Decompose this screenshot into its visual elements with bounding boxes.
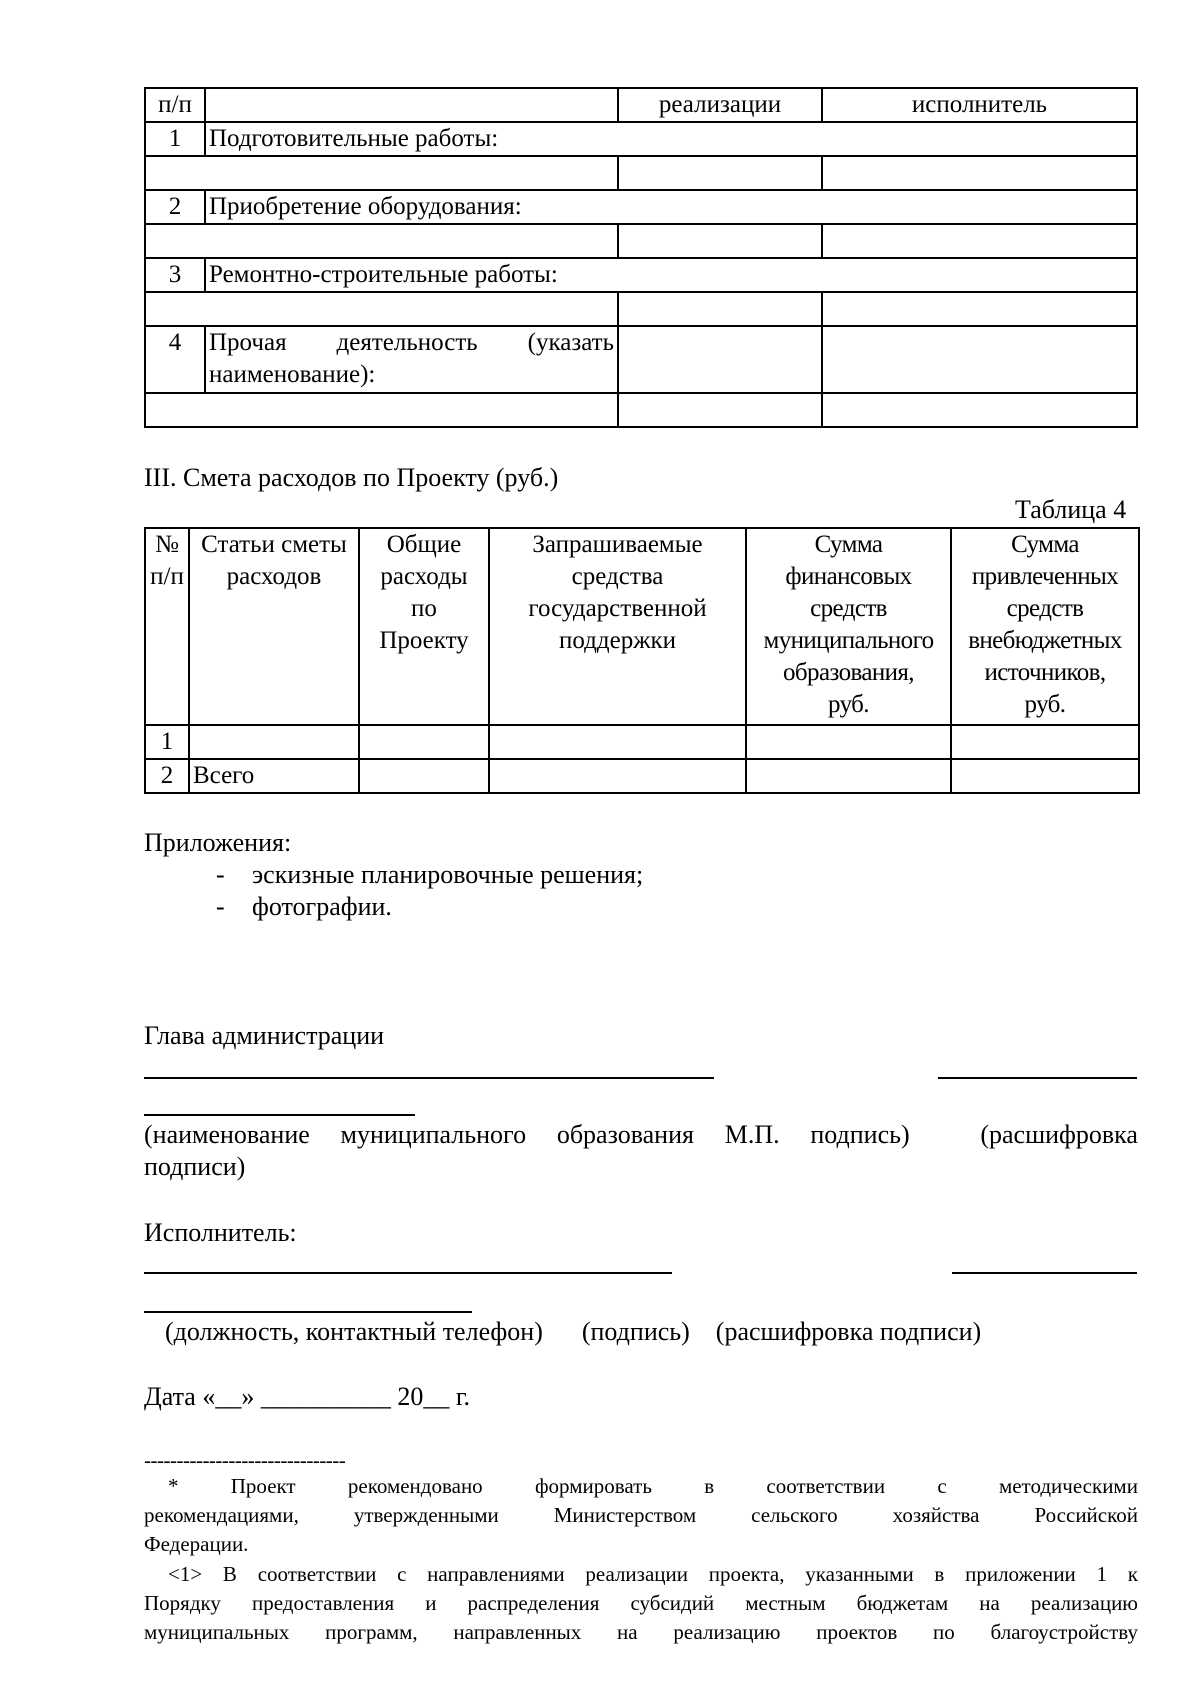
footnote-word: с	[937, 1474, 947, 1498]
footnote-star-line3: Федерации.	[144, 1532, 249, 1556]
row-label-line: наименование):	[209, 361, 376, 388]
empty-cell	[618, 393, 822, 427]
footnote-word: Российской	[1034, 1503, 1138, 1527]
bullet: -	[216, 860, 225, 889]
header-line: финансовых	[785, 563, 912, 590]
footnote-word: рекомендациями,	[144, 1503, 299, 1527]
header-cell	[189, 528, 359, 725]
header-line: п/п	[150, 563, 184, 590]
footnote-star-line	[144, 1501, 1138, 1530]
empty-cell	[822, 326, 1137, 393]
table-caption: Таблица 4	[1015, 495, 1127, 524]
header-cell	[746, 528, 951, 725]
header-line: Статьи сметы	[201, 531, 347, 558]
footnote-word: Министерством	[553, 1503, 697, 1527]
attachment-item: эскизные планировочные решения;	[252, 860, 644, 889]
header-line: Проекту	[379, 627, 469, 654]
header-cell	[359, 528, 489, 725]
header-cell	[951, 528, 1139, 725]
header-line: руб.	[1024, 691, 1066, 718]
empty-cell	[359, 725, 489, 759]
header-line: руб.	[828, 691, 869, 718]
header-line: расходы	[380, 563, 468, 590]
bullet: -	[216, 892, 225, 921]
header-line: привлеченных	[971, 563, 1119, 590]
empty-cell	[822, 224, 1137, 258]
footnote-word: соответствии	[766, 1474, 886, 1498]
header-line: по	[411, 595, 437, 622]
header-line: средств	[810, 595, 887, 622]
empty-cell	[951, 725, 1139, 759]
header-cell: п/п	[145, 88, 205, 122]
activities-table	[144, 87, 1138, 428]
signature-line	[144, 1077, 714, 1079]
header-cell	[205, 88, 618, 122]
header-line: государственной	[528, 595, 707, 622]
signature-line	[952, 1272, 1137, 1274]
empty-cell	[145, 292, 618, 326]
empty-cell	[145, 224, 618, 258]
header-line: Сумма	[814, 531, 883, 558]
row-number: 4	[145, 326, 205, 393]
empty-cell	[145, 156, 618, 190]
empty-cell	[489, 725, 746, 759]
caption-word: образования	[556, 1120, 694, 1149]
empty-cell	[489, 759, 746, 793]
caption-word: (расшифровка	[980, 1120, 1138, 1149]
row-label: Ремонтно-строительные работы:	[205, 258, 1137, 292]
caption-word: муниципального	[340, 1120, 527, 1149]
empty-cell	[822, 156, 1137, 190]
footnote-word: утвержденными	[353, 1503, 499, 1527]
footnote-note1-line: <1> В соответствии с направлениями реализации проекта, указанными в приложении 1 к	[168, 1562, 1138, 1586]
footnote-word: хозяйства	[892, 1503, 980, 1527]
row-label: Подготовительные работы:	[205, 122, 1137, 156]
empty-cell	[359, 759, 489, 793]
footnote-note1-line: Порядку предоставления и распределения субсидий местным бюджетам на реализацию	[144, 1591, 1138, 1615]
head-of-admin-caption-line2: подписи)	[144, 1152, 246, 1181]
header-line: Общие	[386, 531, 462, 558]
footnote-word: Проект	[230, 1474, 296, 1498]
empty-cell	[951, 759, 1139, 793]
header-line: муниципального	[763, 627, 934, 654]
header-line: поддержки	[559, 627, 676, 654]
empty-cell	[822, 292, 1137, 326]
footnote-word: формировать	[534, 1474, 652, 1498]
header-line: внебюджетных	[968, 627, 1122, 654]
footnote-word: *	[168, 1474, 179, 1498]
footnote-word: сельского	[751, 1503, 838, 1527]
header-line: расходов	[226, 563, 322, 590]
footnote-word: рекомендовано	[347, 1474, 483, 1498]
budget-table	[144, 527, 1140, 794]
empty-cell	[618, 156, 822, 190]
header-cell: исполнитель	[822, 88, 1137, 122]
row-label	[205, 326, 618, 393]
empty-cell	[145, 393, 618, 427]
row-number: 2	[145, 190, 205, 224]
empty-cell	[746, 725, 951, 759]
head-of-admin-caption	[144, 1119, 1138, 1151]
header-line: средства	[571, 563, 664, 590]
row-number: 1	[145, 122, 205, 156]
caption-word: М.П.	[724, 1120, 780, 1149]
footnote-note1-line: муниципальных программ, направленных на реализацию проектов по благоустройству	[144, 1620, 1138, 1644]
empty-cell	[746, 759, 951, 793]
attachments-title: Приложения:	[144, 828, 292, 857]
footnote-separator: -------------------------------	[144, 1448, 346, 1472]
row-number: 3	[145, 258, 205, 292]
empty-cell	[618, 224, 822, 258]
signature-line	[144, 1114, 415, 1116]
row-label: Приобретение оборудования:	[205, 190, 1137, 224]
executor-title: Исполнитель:	[144, 1218, 297, 1247]
header-line: средств	[1006, 595, 1084, 622]
signature-line	[938, 1077, 1137, 1079]
row-number: 2	[145, 759, 189, 793]
header-line: Сумма	[1011, 531, 1079, 558]
header-line: №	[155, 531, 179, 558]
empty-cell	[618, 326, 822, 393]
header-cell: реализации	[618, 88, 822, 122]
caption-word: (наименование	[144, 1120, 310, 1149]
head-of-admin-title: Глава администрации	[144, 1021, 385, 1050]
row-number: 1	[145, 725, 189, 759]
date-line: Дата «__» __________ 20__ г.	[144, 1382, 471, 1411]
signature-line	[144, 1272, 672, 1274]
header-line: Запрашиваемые	[532, 531, 703, 558]
header-cell	[489, 528, 746, 725]
caption-word: подпись)	[810, 1120, 910, 1149]
row-label: Всего	[189, 759, 359, 793]
row-label	[189, 725, 359, 759]
empty-cell	[618, 292, 822, 326]
signature-line	[144, 1311, 472, 1313]
section-heading: III. Смета расходов по Проекту (руб.)	[144, 463, 559, 492]
footnote-word: методическими	[998, 1474, 1138, 1498]
attachment-item: фотографии.	[252, 892, 392, 921]
header-line: источников,	[984, 659, 1106, 686]
empty-cell	[822, 393, 1137, 427]
footnote-star-line	[168, 1472, 1138, 1501]
executor-caption: (должность, контактный телефон) (подпись) (расшифровка подписи)	[165, 1317, 982, 1346]
footnote-word: в	[704, 1474, 715, 1498]
header-line: образования,	[783, 659, 914, 686]
header-cell	[145, 528, 189, 725]
row-label-line: Прочая деятельность (указать	[209, 329, 614, 356]
